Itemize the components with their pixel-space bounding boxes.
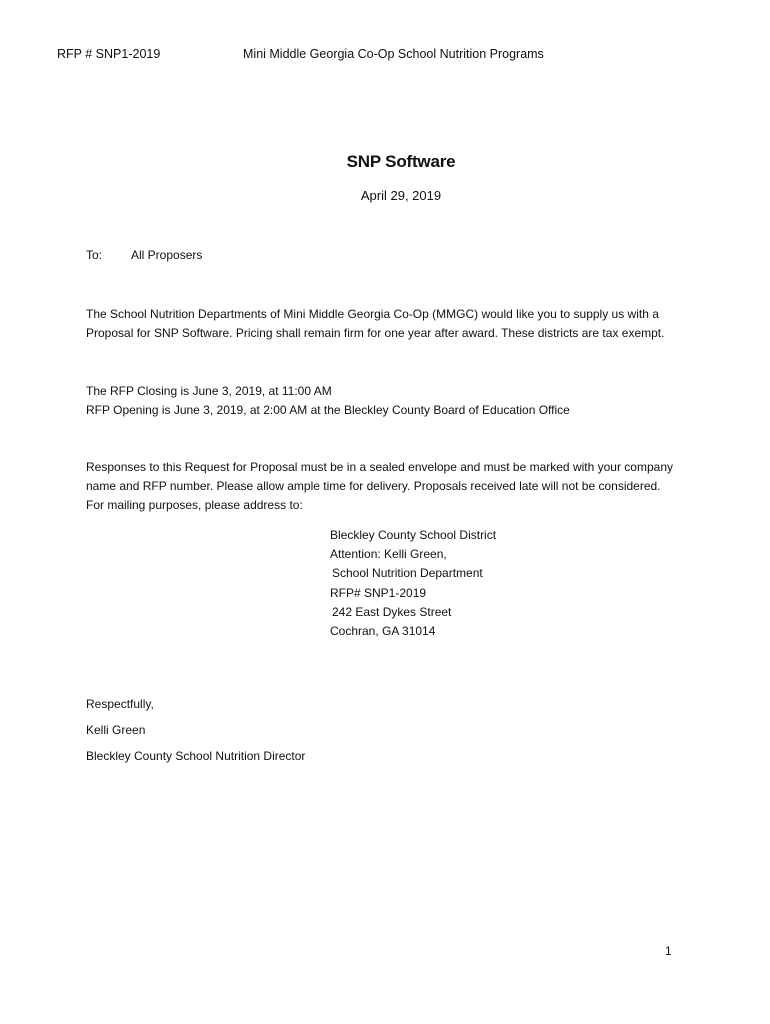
document-date: April 29, 2019 [360,188,442,203]
instructions-paragraph [86,458,673,515]
intro-paragraph [86,305,664,343]
mailing-address [330,526,496,641]
paragraph-line: The School Nutrition Departments of Mini Middle Georgia Co-Op (MMGC) would like you to supply us with a [86,307,659,321]
paragraph-line: Proposal for SNP Software. Pricing shall remain firm for one year after award. These districts are tax exempt. [86,326,665,340]
paragraph-line: Responses to this Request for Proposal must be in a sealed envelope and must be marked with your company [86,460,673,474]
signer-name: Kelli Green [86,723,146,737]
closing-time-line: The RFP Closing is June 3, 2019, at 11:00 AM [86,384,332,398]
address-line: 242 East Dykes Street [332,604,452,619]
schedule-paragraph [86,382,570,420]
opening-time-line: RFP Opening is June 3, 2019, at 2:00 AM at the Bleckley County Board of Education Office [86,403,570,417]
address-line: Bleckley County School District [330,528,497,542]
document-title: SNP Software [346,152,456,171]
paragraph-line: name and RFP number. Please allow ample time for delivery. Proposals received late will not be considered. [86,479,661,493]
header-rfp-number: RFP # SNP1-2019 [57,47,161,61]
to-recipient: All Proposers [131,248,203,262]
address-line: School Nutrition Department [332,566,483,581]
closing-salutation: Respectfully, [86,697,154,711]
address-line: Attention: Kelli Green, [330,547,447,562]
page-number: 1 [665,944,672,958]
signer-title: Bleckley County School Nutrition Director [86,749,306,763]
address-line: Cochran, GA 31014 [330,624,436,639]
address-line: RFP# SNP1-2019 [330,585,427,600]
to-label: To: [86,248,103,262]
header-organization: Mini Middle Georgia Co-Op School Nutrition Programs [243,47,544,61]
paragraph-line: For mailing purposes, please address to: [86,498,303,512]
